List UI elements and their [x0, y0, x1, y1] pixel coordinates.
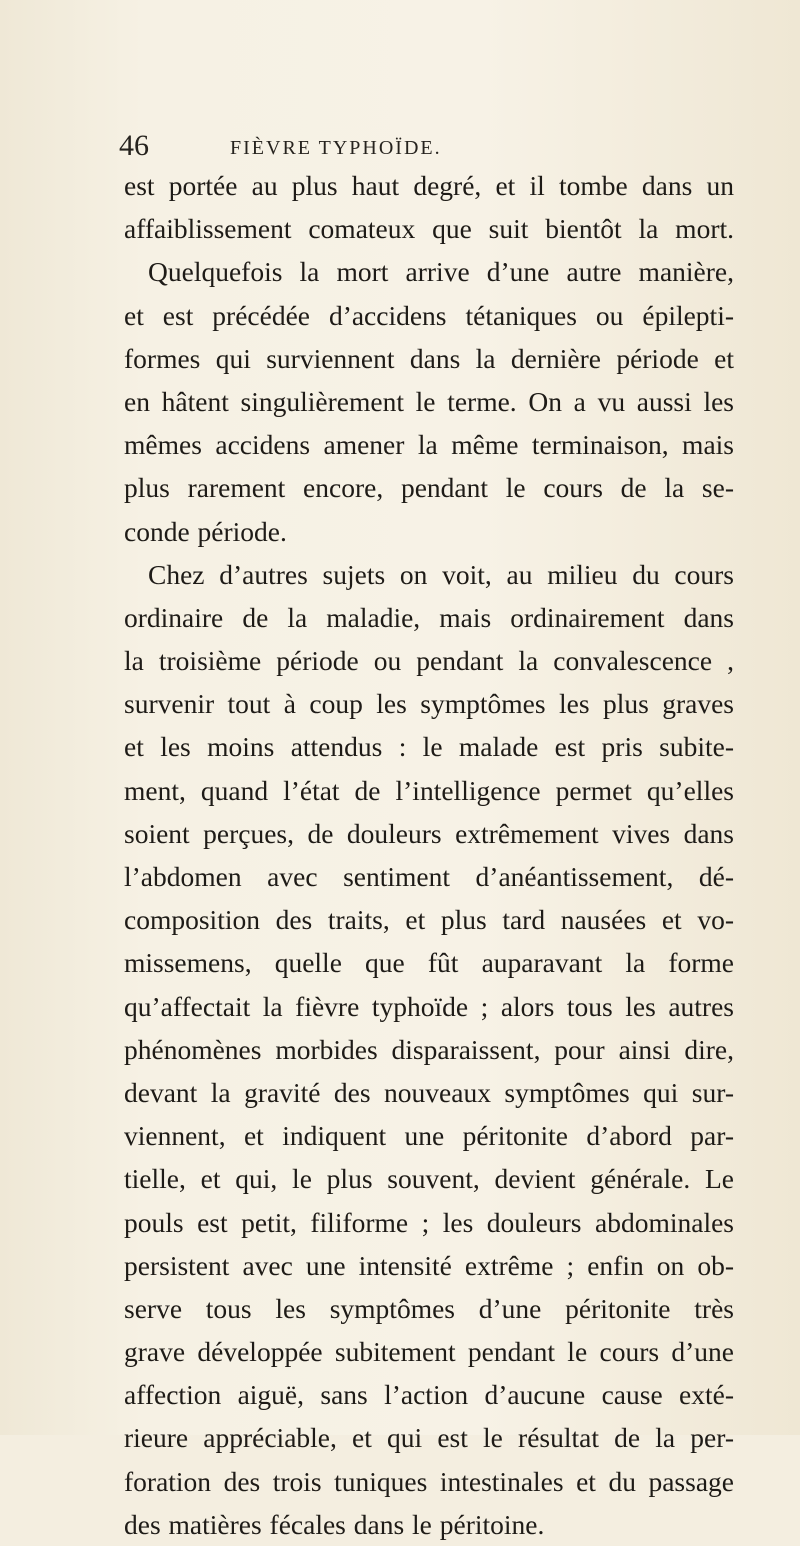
text-line: plus rarement encore, pendant le cours de la se-	[124, 472, 734, 504]
text-line: mêmes accidens amener la même terminaison, mais	[124, 429, 734, 461]
text-line: en hâtent singulièrement le terme. On a vu aussi les	[124, 385, 734, 417]
text-line: devant la gravité des nouveaux symptômes qui sur-	[124, 1076, 734, 1108]
text-line: missemens, quelle que fût auparavant la forme	[124, 947, 734, 979]
text-line: pouls est petit, filiforme ; les douleurs abdominales	[124, 1206, 734, 1238]
text-line: affaiblissement comateux que suit bientôt la mort.	[124, 213, 734, 245]
text-line: grave développée subitement pendant le cours d’une	[124, 1336, 734, 1368]
body-text	[124, 164, 734, 1546]
text-line: composition des traits, et plus tard nausées et vo-	[124, 904, 734, 936]
text-line: rieure appréciable, et qui est le résultat de la per-	[124, 1422, 734, 1454]
text-line: ordinaire de la maladie, mais ordinairement dans	[124, 601, 734, 633]
text-line: et est précédée d’accidens tétaniques ou épilepti-	[124, 299, 734, 331]
paragraph-start-line: Quelquefois la mort arrive d’une autre manière,	[148, 256, 734, 288]
text-line: viennent, et indiquent une péritonite d’abord par-	[124, 1120, 734, 1152]
page-number: 46	[119, 129, 149, 162]
running-title: FIÈVRE TYPHOÏDE.	[230, 137, 442, 159]
paragraph-end-line: des matières fécales dans le péritoine.	[124, 1508, 545, 1540]
page-header	[0, 128, 800, 168]
text-line: formes qui surviennent dans la dernière période et	[124, 342, 734, 374]
text-line: qu’affectait la fièvre typhoïde ; alors tous les autres	[124, 990, 734, 1022]
text-line: l’abdomen avec sentiment d’anéantissement, dé-	[124, 861, 734, 892]
text-line: foration des trois tuniques intestinales et du passage	[124, 1465, 734, 1497]
text-line: soient perçues, de douleurs extrêmement vives dans	[124, 817, 734, 849]
text-line: et les moins attendus : le malade est pris subite-	[124, 731, 734, 763]
text-line: affection aiguë, sans l’action d’aucune cause exté-	[124, 1379, 734, 1411]
paragraph-start-line: Chez d’autres sujets on voit, au milieu du cours	[148, 558, 734, 590]
text-line: survenir tout à coup les symptômes les plus graves	[124, 688, 734, 720]
text-line: la troisième période ou pendant la convalescence ,	[124, 645, 734, 677]
text-line: serve tous les symptômes d’une péritonite très	[124, 1292, 734, 1324]
text-line: persistent avec une intensité extrême ; enfin on ob-	[124, 1249, 734, 1281]
paragraph-end-line: conde période.	[124, 515, 287, 547]
text-line: phénomènes morbides disparaissent, pour ainsi dire,	[124, 1033, 734, 1065]
text-line: est portée au plus haut degré, et il tombe dans un	[124, 170, 734, 201]
text-line: tielle, et qui, le plus souvent, devient générale. Le	[124, 1163, 734, 1195]
text-line: ment, quand l’état de l’intelligence permet qu’elles	[124, 774, 734, 806]
